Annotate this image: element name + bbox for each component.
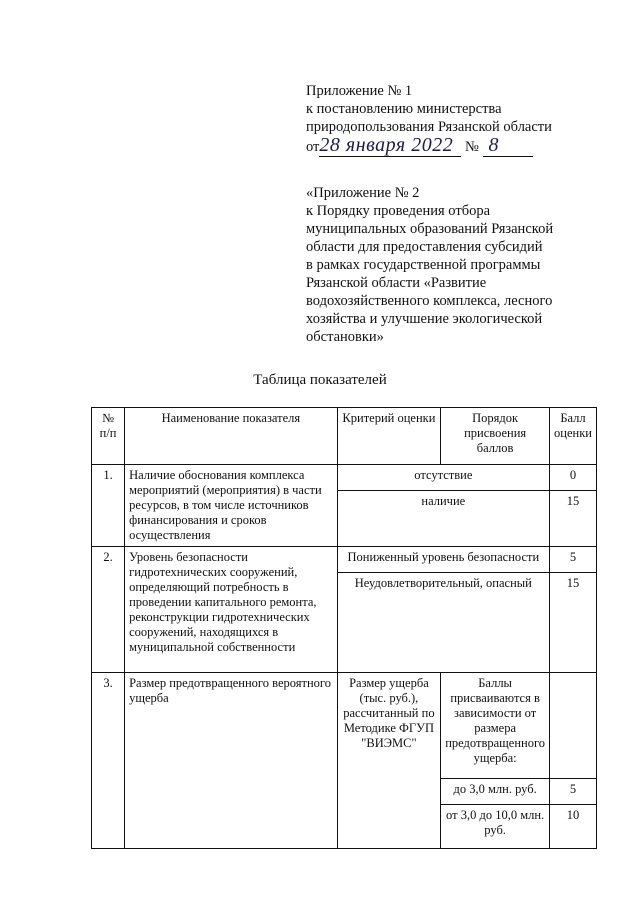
table-row: [92, 673, 597, 779]
criterion-label: Неудовлетворительный, опасный: [337, 573, 549, 673]
table-row: [92, 465, 597, 491]
header-name: Наименование показателя: [125, 408, 338, 465]
appendix-2-line: Рязанской области «Развитие: [306, 275, 487, 291]
criterion-label: Пониженный уровень безопасности: [337, 547, 549, 573]
header-criterion: Критерий оценки: [337, 408, 441, 465]
row-num: 2.: [92, 547, 125, 673]
number-field: [483, 136, 533, 157]
date-field: [319, 136, 461, 157]
table-title: Таблица показателей: [253, 372, 387, 388]
appendix-2-line: водохозяйственного комплекса, лесного: [306, 293, 553, 309]
table-row: [92, 547, 597, 573]
appendix-2-line: муниципальных образований Рязанской: [306, 221, 554, 237]
order-intro: Баллы присваиваются в зависимости от размера предотвращенного ущерба:: [441, 673, 550, 779]
range-label: до 3,0 млн. руб.: [441, 779, 550, 805]
appendix-2-line: «Приложение № 2: [306, 185, 420, 201]
criterion-label: отсутствие: [337, 465, 549, 491]
range-label: от 3,0 до 10,0 млн. руб.: [441, 805, 550, 849]
appendix-1-date-line: [306, 136, 606, 157]
appendix-1-title: Приложение № 1: [306, 83, 413, 99]
appendix-2-line: области для предоставления субсидий: [306, 239, 543, 255]
appendix-2-line: обстановки»: [306, 329, 384, 345]
criterion-score: 15: [550, 573, 597, 673]
appendix-1-line-3: природопользования Рязанской области: [306, 119, 552, 135]
number-prefix: №: [465, 139, 479, 155]
table-header-row: [92, 408, 597, 465]
appendix-2-line: к Порядку проведения отбора: [306, 203, 491, 219]
header-score: Балл оценки: [550, 408, 597, 465]
row-name: Наличие обоснования комплекса мероприятий (мероприятия) в части ресурсов, в том числе источников финансирования и сроков осуществления: [125, 465, 338, 547]
indicators-table: [91, 407, 597, 849]
row-name: Уровень безопасности гидротехнических сооружений, определяющий потребность в проведении капитального ремонта, реконструкции гидротехнических сооружений, находящихся в муниципальной собственности: [125, 547, 338, 673]
row-name: Размер предотвращенного вероятного ущерба: [125, 673, 338, 849]
handwritten-date: 28 января 2022: [319, 134, 454, 156]
damage-criterion: Размер ущерба (тыс. руб.), рассчитанный по Методике ФГУП "ВИЭМС": [337, 673, 441, 849]
date-prefix: от: [306, 139, 320, 155]
appendix-1-line-2: к постановлению министерства: [306, 101, 502, 117]
criterion-score: 0: [550, 465, 597, 491]
criterion-label: наличие: [337, 491, 549, 547]
appendix-2-line: в рамках государственной программы: [306, 257, 541, 273]
appendix-2-line: хозяйства и улучшение экологической: [306, 311, 543, 327]
handwritten-number: 8: [488, 134, 499, 156]
criterion-score: 15: [550, 491, 597, 547]
header-order: Порядок присвоения баллов: [441, 408, 550, 465]
header-num: № п/п: [92, 408, 125, 465]
appendix-1-header: [306, 82, 606, 157]
criterion-score: 5: [550, 547, 597, 573]
range-score: 5: [550, 779, 597, 805]
range-score: 10: [550, 805, 597, 849]
appendix-2-header: [306, 184, 601, 346]
row-num: 3.: [92, 673, 125, 849]
row-num: 1.: [92, 465, 125, 547]
empty-score-cell: [550, 673, 597, 779]
